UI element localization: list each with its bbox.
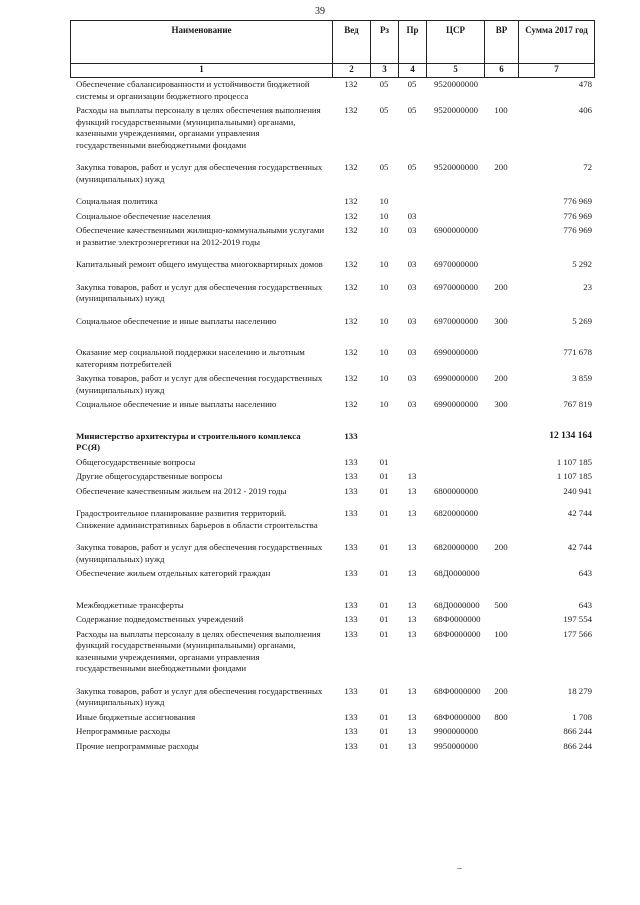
row-sum: 406 <box>578 105 592 115</box>
row-sum: 866 244 <box>563 726 592 736</box>
table-row <box>70 457 594 472</box>
row-sum: 3 859 <box>572 373 592 383</box>
table-row <box>70 105 594 162</box>
row-sum: 776 969 <box>563 196 592 206</box>
row-vr <box>484 486 518 509</box>
row-pr: 13 <box>407 471 417 481</box>
row-sum: 1 107 185 <box>556 456 592 467</box>
row-ved: 133 <box>344 430 358 441</box>
row-pr <box>398 457 426 472</box>
row-vr <box>484 741 518 756</box>
row-vr: 800 <box>494 711 508 722</box>
row-rz: 01 <box>379 542 389 552</box>
row-pr: 13 <box>407 599 417 610</box>
row-vr: 200 <box>494 162 508 172</box>
row-vr <box>484 347 518 373</box>
table-row <box>70 259 594 282</box>
row-rz: 01 <box>379 711 389 722</box>
row-vr <box>484 79 518 105</box>
row-sum: 5 292 <box>572 259 592 269</box>
row-sum: 240 941 <box>563 485 592 496</box>
row-rz: 10 <box>379 315 389 326</box>
row-pr: 13 <box>407 542 417 552</box>
row-csr: 68Ф0000000 <box>434 614 481 624</box>
column-number: 6 <box>485 64 519 78</box>
row-vr: 200 <box>494 373 508 383</box>
table-body <box>70 79 594 755</box>
row-name: Закупка товаров, работ и услуг для обеспечения государственных (муниципальных) нужд <box>76 685 323 707</box>
table-row <box>70 162 594 196</box>
row-ved: 132 <box>344 347 358 357</box>
row-vr: 200 <box>494 685 508 696</box>
row-name: Прочие непрограммные расходы <box>76 740 199 751</box>
row-pr: 03 <box>407 210 417 221</box>
row-csr: 6970000000 <box>434 259 478 269</box>
header-rz: Рз <box>371 21 399 64</box>
row-rz: 01 <box>379 726 389 736</box>
row-ved: 132 <box>344 399 358 409</box>
row-sum: 177 566 <box>563 628 592 639</box>
row-sum: 72 <box>583 162 592 172</box>
column-number: 4 <box>399 64 427 78</box>
table-header <box>70 20 595 78</box>
table-row <box>70 79 594 105</box>
row-ved: 133 <box>344 614 358 624</box>
row-pr: 05 <box>407 162 417 172</box>
row-name: Закупка товаров, работ и услуг для обеспечения государственных (муниципальных) нужд <box>76 542 323 564</box>
row-rz: 05 <box>379 105 389 115</box>
table-row <box>70 614 594 629</box>
row-sum: 18 279 <box>567 685 592 696</box>
row-csr: 6970000000 <box>434 281 478 292</box>
header-name: Наименование <box>71 21 333 64</box>
row-name: Министерство архитектуры и строительного комплекса РС(Я) <box>76 430 301 452</box>
row-sum: 12 134 164 <box>549 430 592 441</box>
row-pr: 05 <box>407 105 417 115</box>
header-ved: Вед <box>333 21 371 64</box>
row-ved: 133 <box>344 485 358 496</box>
column-number: 7 <box>519 64 595 78</box>
row-ved: 132 <box>344 373 358 383</box>
row-csr: 6900000000 <box>434 225 478 235</box>
row-vr: 300 <box>494 399 508 409</box>
row-rz: 10 <box>379 347 389 357</box>
row-name: Обеспечение качественными жилищно-коммунальными услугами и развитие электроэнергетики на 2012-2019 годы <box>76 225 325 247</box>
row-name: Обеспечение сбалансированности и устойчивости бюджетной системы и организации бюджетного процесса <box>76 79 310 101</box>
row-vr: 100 <box>494 105 508 115</box>
row-sum: 643 <box>578 568 592 578</box>
row-name: Закупка товаров, работ и услуг для обеспечения государственных (муниципальных) нужд <box>76 162 323 184</box>
row-sum: 42 744 <box>567 508 592 518</box>
row-csr: 9520000000 <box>434 79 478 89</box>
row-name: Расходы на выплаты персоналу в целях обеспечения выполнения функций государственными (муниципальными) органами, казенными учреждениями, органами управления государственными внебюджетными фондами <box>76 628 321 673</box>
row-ved: 133 <box>344 628 358 639</box>
row-vr <box>484 225 518 259</box>
row-csr: 68Ф0000000 <box>434 711 481 722</box>
row-rz: 05 <box>379 79 389 89</box>
row-ved: 132 <box>344 196 358 206</box>
row-sum: 776 969 <box>563 225 592 235</box>
row-rz: 01 <box>379 599 389 610</box>
row-sum: 197 554 <box>563 614 592 624</box>
row-name: Социальное обеспечение и иные выплаты населению <box>76 399 277 409</box>
row-csr: 68Д0000000 <box>434 599 480 610</box>
table-row <box>70 741 594 756</box>
row-vr <box>484 259 518 282</box>
row-sum: 767 819 <box>563 399 592 409</box>
row-vr: 200 <box>494 542 508 552</box>
row-pr: 03 <box>407 373 417 383</box>
row-ved: 132 <box>344 105 358 115</box>
row-csr <box>426 196 484 211</box>
table-row <box>70 431 594 457</box>
row-vr <box>484 726 518 741</box>
row-ved: 133 <box>344 726 358 736</box>
row-pr: 13 <box>407 614 417 624</box>
row-sum: 5 269 <box>572 315 592 326</box>
row-csr: 6820000000 <box>434 542 478 552</box>
row-csr: 68Ф0000000 <box>434 628 481 639</box>
row-vr <box>484 614 518 629</box>
row-name: Общегосударственные вопросы <box>76 456 196 467</box>
row-rz: 01 <box>379 471 389 481</box>
row-pr: 05 <box>407 79 417 89</box>
row-vr <box>484 457 518 472</box>
row-name: Межбюджетные трансферты <box>76 599 184 610</box>
row-csr: 9900000000 <box>434 726 478 736</box>
row-ved: 132 <box>344 259 358 269</box>
row-sum: 866 244 <box>563 740 592 751</box>
row-pr: 03 <box>407 259 417 269</box>
table-row <box>70 629 594 686</box>
row-sum: 643 <box>578 599 592 610</box>
row-csr <box>426 471 484 486</box>
row-csr: 6990000000 <box>434 347 478 357</box>
row-name: Иные бюджетные ассигнования <box>76 711 196 722</box>
budget-table <box>70 79 594 755</box>
table-row <box>70 211 594 226</box>
row-vr: 300 <box>494 315 508 326</box>
row-vr <box>484 431 518 457</box>
row-rz: 10 <box>379 281 389 292</box>
row-ved: 132 <box>344 225 358 235</box>
row-name: Социальная политика <box>76 196 158 206</box>
row-pr: 03 <box>407 315 417 326</box>
row-csr: 68Ф0000000 <box>434 685 481 696</box>
row-vr <box>484 471 518 486</box>
row-csr: 9520000000 <box>434 105 478 115</box>
table-row <box>70 486 594 509</box>
table-row <box>70 282 594 316</box>
table-row <box>70 373 594 399</box>
row-vr <box>484 508 518 542</box>
row-pr: 03 <box>407 281 417 292</box>
table-row <box>70 568 594 600</box>
row-rz: 01 <box>379 614 389 624</box>
header-vr: ВР <box>485 21 519 64</box>
row-rz: 01 <box>379 485 389 496</box>
row-ved: 132 <box>344 281 358 292</box>
row-rz: 10 <box>379 399 389 409</box>
row-csr: 6800000000 <box>434 485 478 496</box>
row-sum: 478 <box>578 79 592 89</box>
row-pr: 13 <box>407 711 417 722</box>
column-number: 3 <box>371 64 399 78</box>
row-sum: 1 107 185 <box>556 471 592 481</box>
row-pr: 13 <box>407 485 417 496</box>
header-sum: Сумма 2017 год <box>519 21 595 64</box>
header-csr: ЦСР <box>427 21 485 64</box>
table-row <box>70 196 594 211</box>
row-pr: 13 <box>407 740 417 751</box>
page-number: 39 <box>315 6 325 17</box>
row-pr: 03 <box>407 347 417 357</box>
table-row <box>70 225 594 259</box>
row-ved: 133 <box>344 471 358 481</box>
row-csr: 68Д0000000 <box>434 568 480 578</box>
row-csr: 9950000000 <box>434 740 478 751</box>
row-ved: 132 <box>344 315 358 326</box>
row-ved: 132 <box>344 210 358 221</box>
header-pr: Пр <box>399 21 427 64</box>
row-rz: 10 <box>379 196 389 206</box>
row-name: Закупка товаров, работ и услуг для обеспечения государственных (муниципальных) нужд <box>76 373 323 395</box>
row-name: Градостроительное планирование развития территорий. Снижение административных барьеров в области строительства <box>76 508 318 530</box>
table-row <box>70 726 594 741</box>
row-rz: 01 <box>379 628 389 639</box>
row-name: Расходы на выплаты персоналу в целях обеспечения выполнения функций государственными (муниципальными) органами, казенными учреждениями, органами управления государственными внебюджетными фондами <box>76 105 321 150</box>
row-vr <box>484 211 518 226</box>
row-pr: 13 <box>407 508 417 518</box>
row-rz: 01 <box>379 685 389 696</box>
row-rz: 01 <box>379 456 389 467</box>
row-rz: 10 <box>379 259 389 269</box>
row-name: Оказание мер социальной поддержки населению и льготным категориям потребителей <box>76 347 305 369</box>
row-rz: 01 <box>379 508 389 518</box>
row-rz <box>370 431 398 457</box>
row-csr <box>426 211 484 226</box>
row-rz: 10 <box>379 210 389 221</box>
row-pr: 13 <box>407 628 417 639</box>
row-csr <box>426 457 484 472</box>
row-vr: 200 <box>494 281 508 292</box>
row-ved: 133 <box>344 542 358 552</box>
table-row <box>70 471 594 486</box>
row-ved: 133 <box>344 685 358 696</box>
row-sum: 23 <box>583 281 592 292</box>
row-ved: 132 <box>344 162 358 172</box>
row-ved: 133 <box>344 456 358 467</box>
column-number: 5 <box>427 64 485 78</box>
row-vr <box>484 568 518 600</box>
row-pr: 03 <box>407 225 417 235</box>
table-row <box>70 508 594 542</box>
row-pr: 13 <box>407 726 417 736</box>
row-ved: 133 <box>344 508 358 518</box>
row-ved: 133 <box>344 740 358 751</box>
table-row <box>70 399 594 431</box>
table-row <box>70 347 594 373</box>
row-sum: 776 969 <box>563 210 592 221</box>
row-ved: 132 <box>344 79 358 89</box>
row-sum: 1 708 <box>572 711 592 722</box>
row-csr: 6990000000 <box>434 399 478 409</box>
row-name: Другие общегосударственные вопросы <box>76 471 223 481</box>
row-pr <box>398 196 426 211</box>
row-name: Социальное обеспечение населения <box>76 210 211 221</box>
table-row <box>70 316 594 348</box>
column-number: 2 <box>333 64 371 78</box>
row-csr: 6970000000 <box>434 315 478 326</box>
table-row <box>70 542 594 568</box>
scan-mark <box>457 868 462 869</box>
row-vr: 100 <box>494 628 508 639</box>
row-ved: 133 <box>344 711 358 722</box>
row-csr <box>426 431 484 457</box>
row-vr: 500 <box>494 599 508 610</box>
row-pr <box>398 431 426 457</box>
row-name: Социальное обеспечение и иные выплаты населению <box>76 315 277 326</box>
row-rz: 10 <box>379 225 389 235</box>
row-name: Непрограммные расходы <box>76 726 171 736</box>
table-row <box>70 686 594 712</box>
row-pr: 13 <box>407 685 417 696</box>
column-number: 1 <box>71 64 333 78</box>
row-pr: 03 <box>407 399 417 409</box>
row-name: Закупка товаров, работ и услуг для обеспечения государственных (муниципальных) нужд <box>76 281 323 303</box>
row-name: Обеспечение качественным жильем на 2012 - 2019 годы <box>76 485 287 496</box>
row-name: Содержание подведомственных учреждений <box>76 614 244 624</box>
row-rz: 05 <box>379 162 389 172</box>
row-name: Обеспечение жильем отдельных категорий граждан <box>76 568 271 578</box>
table-row <box>70 712 594 727</box>
row-rz: 10 <box>379 373 389 383</box>
row-rz: 01 <box>379 568 389 578</box>
row-vr <box>484 196 518 211</box>
row-csr: 6990000000 <box>434 373 478 383</box>
row-sum: 42 744 <box>567 542 592 552</box>
row-csr: 9520000000 <box>434 162 478 172</box>
row-rz: 01 <box>379 740 389 751</box>
table-row <box>70 600 594 615</box>
row-ved: 133 <box>344 599 358 610</box>
row-name: Капитальный ремонт общего имущества многоквартирных домов <box>76 259 323 269</box>
row-sum: 771 678 <box>563 347 592 357</box>
row-pr: 13 <box>407 568 417 578</box>
row-csr: 6820000000 <box>434 508 478 518</box>
row-ved: 133 <box>344 568 358 578</box>
